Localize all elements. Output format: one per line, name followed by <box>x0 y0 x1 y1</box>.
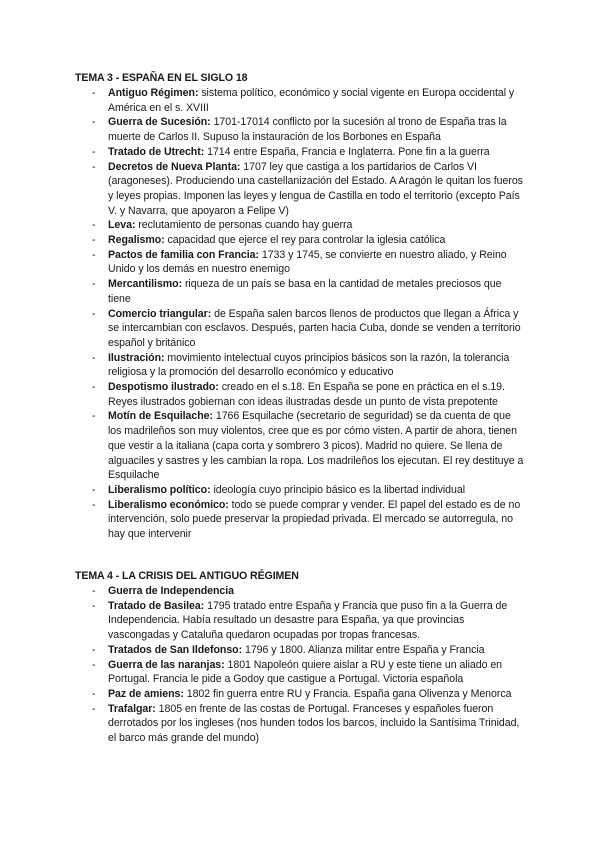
term-label: Pactos de familia con Francia: <box>108 248 259 261</box>
list-item <box>0 233 600 248</box>
list-bullet: - <box>92 687 96 700</box>
list-bullet: - <box>92 87 96 99</box>
term-label: Leva: <box>108 219 136 232</box>
term-label: Tratado de Basilea: <box>108 599 205 612</box>
term-label: Motín de Esquilache: <box>108 410 213 423</box>
term-definition: 1805 en frente de las costas de Portugal. Franceses y españoles fueron derrotados por los ingleses (nos hunden todos los barcos, incluido la Santísima Trinidad, el barco más grande del mundo) <box>108 702 520 745</box>
term-definition: capacidad que ejerce el rey para controlar la iglesia católica <box>164 234 446 247</box>
term-label: Tratado de Utrecht: <box>108 145 205 158</box>
list-bullet: - <box>92 381 96 394</box>
term-label: Tratados de San Ildefonso: <box>108 643 243 656</box>
tema-3-term-list <box>0 86 600 542</box>
term-label: Antiguo Régimen: <box>108 87 199 99</box>
list-bullet: - <box>92 643 96 656</box>
list-item <box>0 498 600 542</box>
list-bullet: - <box>92 658 96 671</box>
term-label: Ilustración: <box>108 351 165 364</box>
list-bullet: - <box>92 351 96 364</box>
list-bullet: - <box>92 599 96 612</box>
list-item <box>0 218 600 233</box>
list-item <box>0 584 600 599</box>
list-item <box>0 115 600 144</box>
term-label: Regalismo: <box>108 234 165 247</box>
term-definition: ideología cuyo principio básico es la libertad individual <box>210 483 465 496</box>
term-definition: 1714 entre España, Francia e Inglaterra. Pone fin a la guerra <box>204 145 490 158</box>
term-label: Guerra de Sucesión: <box>108 116 211 129</box>
section-title-tema-4: TEMA 4 - LA CRISIS DEL ANTIGUO RÉGIMEN <box>75 570 299 582</box>
list-bullet: - <box>92 160 96 173</box>
list-item <box>0 483 600 498</box>
list-bullet: - <box>92 116 96 129</box>
list-bullet: - <box>92 498 96 511</box>
term-definition: 1707 ley que castiga a los partidarios de Carlos VI (aragoneses). Produciendo una castellanización del Estado. A Aragón le quitan los fueros y leyes propias. Imponen las leyes y lengua de Castilla en todo el territorio (excepto País V. y Navarra, que apoyaron a Felipe V) <box>108 160 523 217</box>
list-item <box>0 702 600 746</box>
term-definition: riqueza de un país se basa en la cantidad de metales preciosos que tiene <box>108 278 502 305</box>
term-label: Guerra de Independencia <box>108 585 235 597</box>
list-item <box>0 599 600 643</box>
list-bullet: - <box>92 585 96 597</box>
section-title-tema-3: TEMA 3 - ESPAÑA EN EL SIGLO 18 <box>75 72 248 84</box>
list-bullet: - <box>92 219 96 232</box>
term-definition: reclutamiento de personas cuando hay guerra <box>135 219 353 232</box>
list-bullet: - <box>92 702 96 715</box>
term-label: Liberalismo político: <box>108 483 211 496</box>
list-item <box>0 307 600 351</box>
list-bullet: - <box>92 145 96 158</box>
term-definition: 1733 y 1745, se convierte en nuestro aliado, y Reino Unido y los demás en nuestro enemigo <box>108 248 507 276</box>
term-label: Guerra de las naranjas: <box>108 658 225 671</box>
list-item <box>0 351 600 380</box>
term-label: Despotismo ilustrado: <box>108 381 219 394</box>
list-bullet: - <box>92 234 96 247</box>
term-definition: sistema político, económico y social vigente en Europa occidental y América en el s. XVIII <box>108 87 515 114</box>
term-definition: de España salen barcos llenos de productos que llegan a África y se intercambian con esclavos. Después, parten hacia Cuba, donde se venden a territorio español y británico <box>108 307 521 349</box>
list-item <box>0 160 600 219</box>
term-definition: 1802 fin guerra entre RU y Francia. España gana Olivenza y Menorca <box>183 687 512 700</box>
term-definition: 1795 tratado entre España y Francia que puso fin a la Guerra de Independencia. Había resultado un desastre para España, ya que provincias vascongadas y Cataluña quedaron ocupadas por tropas francesas. <box>108 599 508 642</box>
term-definition: 1796 y 1800. Alianza militar entre España y Francia <box>242 643 485 656</box>
list-bullet: - <box>92 278 96 291</box>
list-bullet: - <box>92 483 96 496</box>
term-definition: todo se puede comprar y vender. El papel del estado es de no intervención, solo puede preservar la propiedad privada. El mercado se autorregula, no hay que intervenir <box>108 498 521 541</box>
term-definition: 1701-17014 conflicto por la sucesión al trono de España tras la muerte de Carlos II. Supuso la instauración de los Borbones en España <box>108 116 507 144</box>
term-label: Comercio triangular: <box>108 307 212 320</box>
term-definition: creado en el s.18. En España se pone en práctica en el s.19. Reyes ilustrados gobiernan con ideas ilustradas desde un punto de vista prepotente <box>108 381 505 408</box>
list-item <box>0 86 600 115</box>
list-item <box>0 687 600 702</box>
term-label: Trafalgar: <box>108 702 156 715</box>
term-definition: movimiento intelectual cuyos principios básicos son la razón, la tolerancia religiosa y la promoción del desarrollo económico y educativo <box>108 351 510 379</box>
list-bullet: - <box>92 307 96 320</box>
list-item <box>0 145 600 160</box>
term-label: Paz de amiens: <box>108 687 184 700</box>
list-item <box>0 277 600 306</box>
list-bullet: - <box>92 248 96 261</box>
list-item <box>0 658 600 687</box>
list-item <box>0 643 600 658</box>
list-item <box>0 409 600 483</box>
term-label: Decretos de Nueva Planta: <box>108 160 241 173</box>
term-label: Liberalismo económico: <box>108 498 229 511</box>
list-bullet: - <box>92 410 96 423</box>
tema-4-term-list <box>0 584 600 746</box>
term-label: Mercantilismo: <box>108 278 183 291</box>
list-item <box>0 248 600 277</box>
list-item <box>0 380 600 409</box>
term-definition: 1766 Esquilache (secretario de seguridad) se da cuenta de que los madrileños son muy violentos, cree que es por cómo visten. A partir de ahora, tienen que vestir a la italiana (capa corta y sombrero 3 picos). Madrid no quiere. Se llena de alguaciles y sastres y les cambian la ropa. Los madrileños los ejecutan. El rey destituye a Esquilache <box>108 410 524 482</box>
term-definition: 1801 Napoleón quiere aislar a RU y este tiene un aliado en Portugal. Francia le pide a Godoy que castigue a Portugal. Victoria española <box>108 658 503 686</box>
